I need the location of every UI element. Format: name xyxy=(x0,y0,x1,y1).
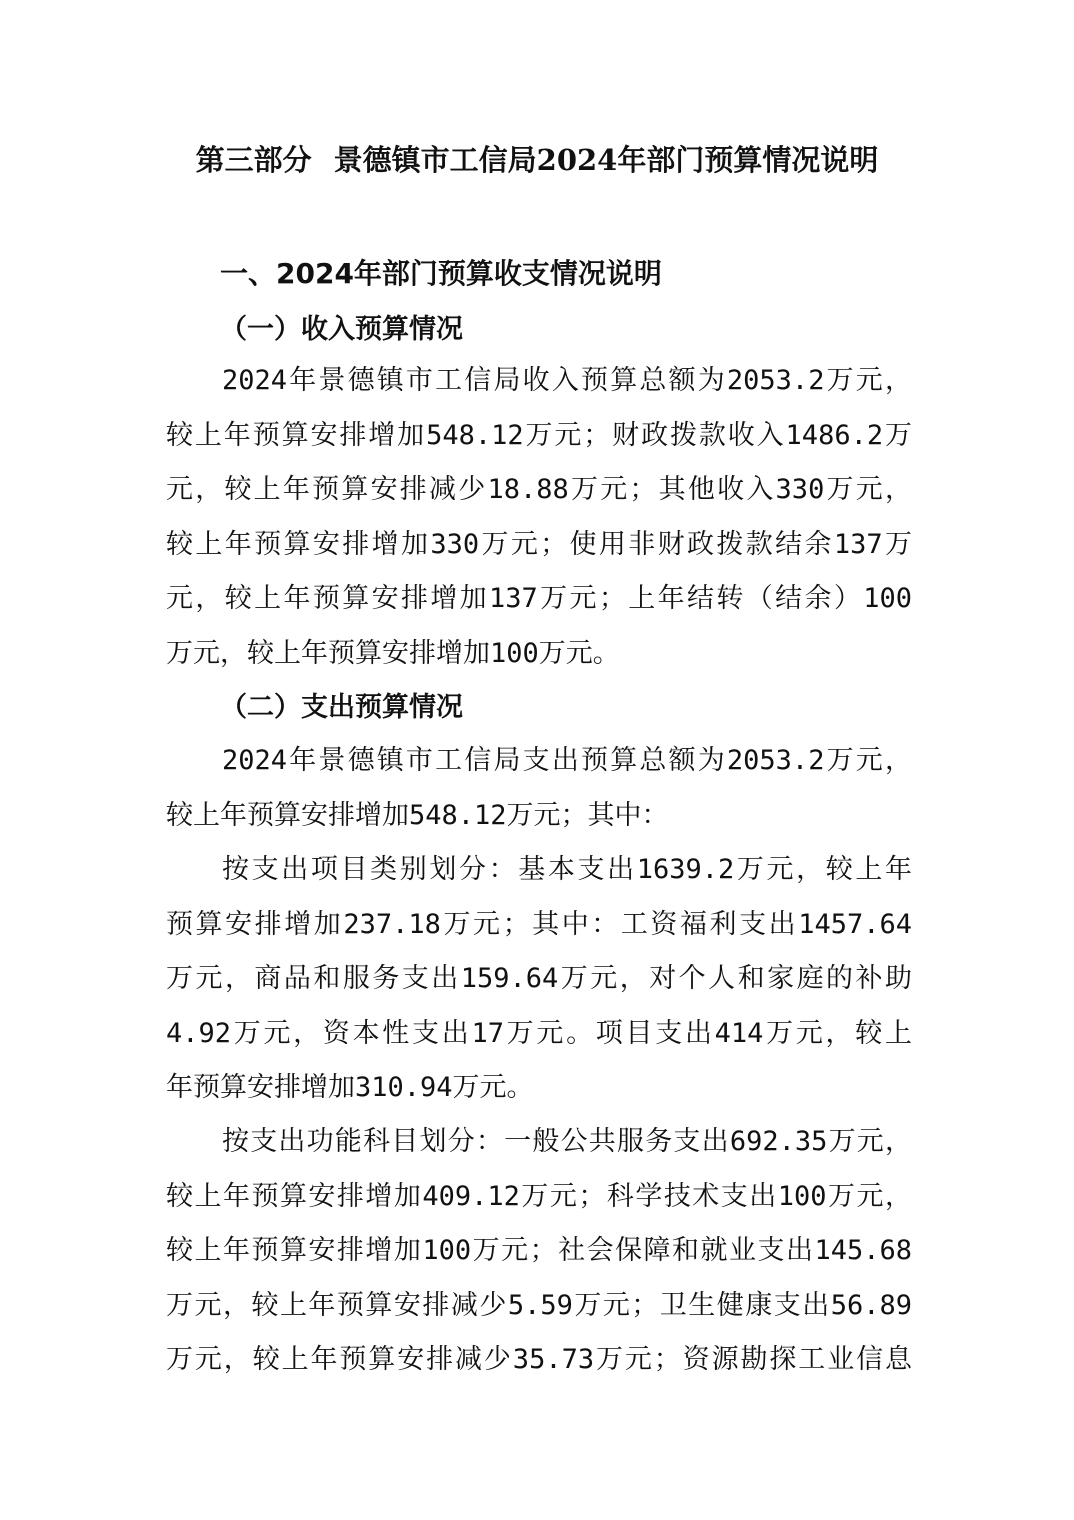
paragraph-line: 按支出功能科目划分：一般公共服务支出692.35万元， xyxy=(222,1126,912,1157)
expenditure-total-paragraph xyxy=(166,734,912,843)
paragraph-line: 元，较上年预算安排增加137万元；上年结转（结余）100 xyxy=(166,583,912,615)
paragraph-line: 4.92万元，资本性支出17万元。项目支出414万元，较上 xyxy=(166,1017,912,1049)
paragraph-line: 2024年景德镇市工信局支出预算总额为2053.2万元， xyxy=(222,745,912,776)
expenditure-by-category-paragraph xyxy=(166,843,912,1116)
section-heading-1: 一、2024年部门预算收支情况说明 xyxy=(220,257,662,290)
paragraph-line: 元，较上年预算安排减少18.88万元；其他收入330万元， xyxy=(166,474,912,506)
paragraph-line: 年预算安排增加310.94万元。 xyxy=(166,1072,534,1104)
paragraph-line: 万元，商品和服务支出159.64万元，对个人和家庭的补助 xyxy=(166,963,912,995)
paragraph-line: 万元，较上年预算安排减少35.73万元；资源勘探工业信息 xyxy=(166,1344,912,1376)
subsection-heading-income: （一）收入预算情况 xyxy=(220,314,463,345)
income-paragraph xyxy=(166,354,912,682)
paragraph-line: 万元，较上年预算安排减少5.59万元；卫生健康支出56.89 xyxy=(166,1289,912,1321)
title-part-label: 第三部分 xyxy=(195,143,312,177)
paragraph-line: 按支出项目类别划分：基本支出1639.2万元，较上年 xyxy=(222,854,912,885)
paragraph-line: 较上年预算安排增加409.12万元；科学技术支出100万元， xyxy=(166,1180,912,1212)
paragraph-line: 万元，较上年预算安排增加100万元。 xyxy=(166,637,620,669)
paragraph-line: 2024年景德镇市工信局收入预算总额为2053.2万元， xyxy=(222,365,912,396)
paragraph-line: 较上年预算安排增加548.12万元；其中： xyxy=(166,799,669,831)
page-title xyxy=(0,142,1074,178)
paragraph-line: 预算安排增加237.18万元；其中：工资福利支出1457.64 xyxy=(166,908,912,940)
expenditure-by-function-paragraph xyxy=(166,1115,912,1388)
paragraph-line: 较上年预算安排增加100万元；社会保障和就业支出145.68 xyxy=(166,1235,912,1267)
subsection-heading-expenditure: （二）支出预算情况 xyxy=(220,692,463,723)
paragraph-line: 较上年预算安排增加548.12万元；财政拨款收入1486.2万 xyxy=(166,419,912,451)
paragraph-line: 较上年预算安排增加330万元；使用非财政拨款结余137万 xyxy=(166,528,912,560)
title-main-text: 景德镇市工信局2024年部门预算情况说明 xyxy=(333,143,879,177)
